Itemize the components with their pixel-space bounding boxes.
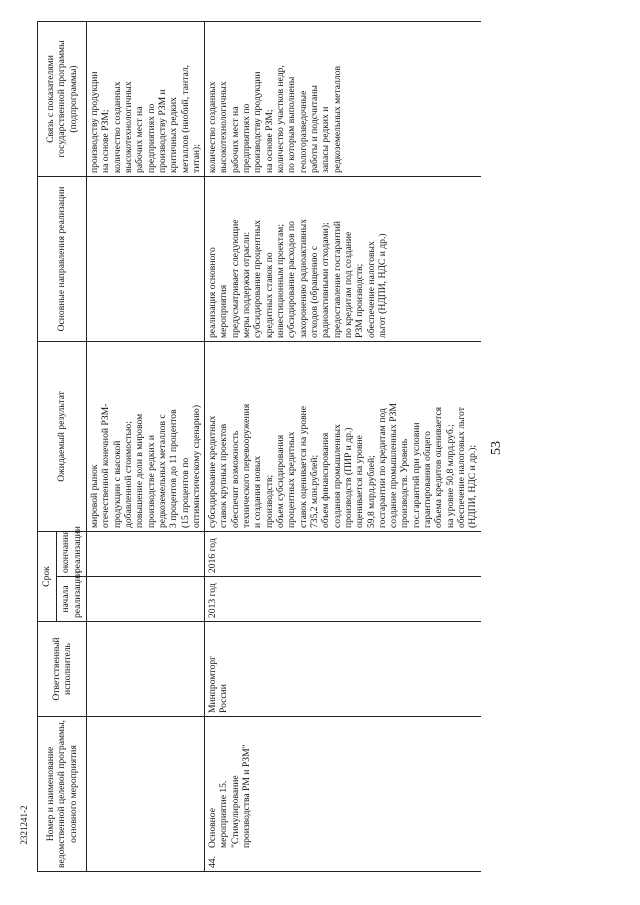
header-link: Связь с показателями государственной программы (подпрограммы) <box>38 22 87 177</box>
result-line: производстве редких и <box>145 434 157 528</box>
header-start: начала реализации <box>57 577 87 622</box>
continuation-start-cell <box>87 577 205 622</box>
link-line: на основе РЗМ; <box>100 109 112 173</box>
directions-line: льгот (НДПИ, НДС и др.) <box>376 233 388 338</box>
row-44-result-cell <box>205 342 481 532</box>
header-number-name: Номер и наименование ведомственной целевой программы, основного мероприятия <box>38 717 87 872</box>
result-line: гарантирования общего <box>422 431 434 528</box>
directions-line: мероприятия <box>218 284 230 338</box>
result-line: объем финансирования <box>320 432 332 528</box>
result-line: оценивается на уровне <box>354 435 366 528</box>
result-line: добавленной стоимостью; <box>122 421 134 528</box>
result-line: оптимистическому сценарию) <box>190 404 202 528</box>
directions-line: субсидирование процентных <box>252 219 264 338</box>
header-executor: Ответственный исполнитель <box>38 622 87 717</box>
directions-line: радиоактивными отходами); <box>320 222 332 338</box>
row-44-directions-cell <box>205 177 481 342</box>
result-line: технического перевооружения <box>241 403 253 528</box>
link-line: на основе РЗМ; <box>263 109 275 173</box>
result-line: (НДПИ, НДС и др.); <box>467 444 479 528</box>
result-line: гос.гарантий при условии <box>410 422 422 528</box>
row-44-link-cell <box>205 22 481 177</box>
header-result: Ожидаемый результат <box>38 342 87 532</box>
directions-line: субсидирование расходов по <box>286 221 298 338</box>
continuation-result-cell <box>87 342 205 532</box>
link-line: рабочих мест на <box>134 106 146 173</box>
continuation-name-cell <box>87 717 205 872</box>
link-line: высокотехнологичных <box>122 81 134 173</box>
rotated-table-area <box>37 22 479 872</box>
result-line: и создания новых <box>252 455 264 528</box>
link-line: металлов (ниобий, тантал, <box>179 64 191 173</box>
row-name-line: мероприятие 15. <box>218 780 230 848</box>
page-number: 53 <box>489 441 504 455</box>
result-line: объем субсидирования <box>275 434 286 528</box>
result-line: создания промышленных <box>331 424 343 528</box>
result-line: на уровне 50,8 млрд.руб.; <box>444 424 456 528</box>
result-line: мировой рынок <box>89 464 100 528</box>
link-line: работы и подсчитаны <box>308 85 320 173</box>
result-line: процентных кредитных <box>286 431 298 528</box>
result-line: ставок крупных проектов <box>218 423 230 528</box>
result-line: отечественной конечной РЗМ- <box>100 403 112 528</box>
directions-line: предусматривает следующие <box>229 219 241 338</box>
row-number: 44. <box>207 856 219 868</box>
result-line: (15 процентов по <box>179 457 191 528</box>
link-line: производству продукции <box>252 71 264 173</box>
header-end: окончания реализации <box>57 532 87 577</box>
result-line: ставок оценивается на уровне <box>297 405 309 528</box>
link-line: титан); <box>190 144 202 173</box>
header-srok: Срок <box>38 532 57 622</box>
continuation-executor-cell <box>87 622 205 717</box>
result-line: продукции с высокой <box>111 440 123 528</box>
header-directions: Основные направления реализации <box>38 177 87 342</box>
result-line: повышение доли в мировом <box>134 413 146 528</box>
directions-line: кредитных ставок по <box>263 252 275 338</box>
link-line: количество участков недр, <box>275 65 286 173</box>
directions-line: отходов (обращению с <box>308 245 320 338</box>
directions-line: РЗМ производств; <box>354 263 366 338</box>
directions-line: захоронению радиоактивных <box>297 219 309 338</box>
link-line: по которым выполнены <box>286 76 298 173</box>
result-line: производств. Уровень <box>399 438 411 528</box>
executor-line: Минпромторг <box>207 655 219 713</box>
link-line: запасы редких и <box>320 106 332 173</box>
result-line: госгарантии по кредитам под <box>376 408 388 528</box>
result-line: обеспечит возможность <box>229 430 241 528</box>
link-line: критичных редких <box>168 97 180 173</box>
link-line: производству РЗМ и <box>156 89 168 173</box>
result-line: производств (ПИР и др.) <box>342 427 354 528</box>
link-line: количество созданных <box>207 81 219 173</box>
result-line: 3 процентов до 11 процентов <box>168 409 180 528</box>
link-line: редкоземельных металлов <box>331 66 343 173</box>
result-line: производств; <box>263 474 275 528</box>
result-line: субсидирование кредитных <box>207 415 219 528</box>
row-44-end-cell: 2016 год <box>205 532 481 577</box>
row-44-start-cell: 2013 год <box>205 577 481 622</box>
result-line: редкоземельных металлов с <box>156 414 168 528</box>
row-44-executor-cell <box>205 622 481 717</box>
directions-line: инвестиционным проектам; <box>275 223 286 338</box>
link-line: рабочих мест на <box>229 106 241 173</box>
continuation-link-cell <box>87 22 205 177</box>
program-table <box>37 21 481 872</box>
directions-line: реализация основного <box>207 247 219 338</box>
directions-line: по кредитам под создание <box>342 231 354 338</box>
link-line: производству продукции <box>89 71 100 173</box>
link-line: количество созданных <box>111 81 123 173</box>
row-name-line: "Стимулирование <box>229 775 241 848</box>
row-name-line: Основное <box>207 808 219 848</box>
directions-line: обеспечение налоговых <box>365 241 377 338</box>
row-name-line: производства РМ и РЗМ" <box>241 744 253 848</box>
result-line: обеспечение налоговых льгот <box>456 407 467 528</box>
continuation-end-cell <box>87 532 205 577</box>
result-line: объема кредитов оценивается <box>433 406 445 528</box>
link-line: предприятиях по <box>241 103 253 173</box>
result-line: создание промышленных РЗМ <box>388 403 400 528</box>
document-code: 2321241-2 <box>19 805 29 845</box>
result-line: 59,8 млрд.рублей; <box>365 455 377 528</box>
directions-line: предоставление госгарантий <box>331 220 343 338</box>
continuation-directions-cell <box>87 177 205 342</box>
executor-line: России <box>218 684 230 713</box>
link-line: высокотехнологичных <box>218 81 230 173</box>
directions-line: меры поддержки отрасли: <box>241 231 253 338</box>
result-line: 735,2 млн.рублей; <box>308 454 320 528</box>
link-line: геологоразведочные <box>297 90 309 173</box>
link-line: предприятиях по <box>145 103 157 173</box>
row-44-name-cell <box>205 717 481 872</box>
